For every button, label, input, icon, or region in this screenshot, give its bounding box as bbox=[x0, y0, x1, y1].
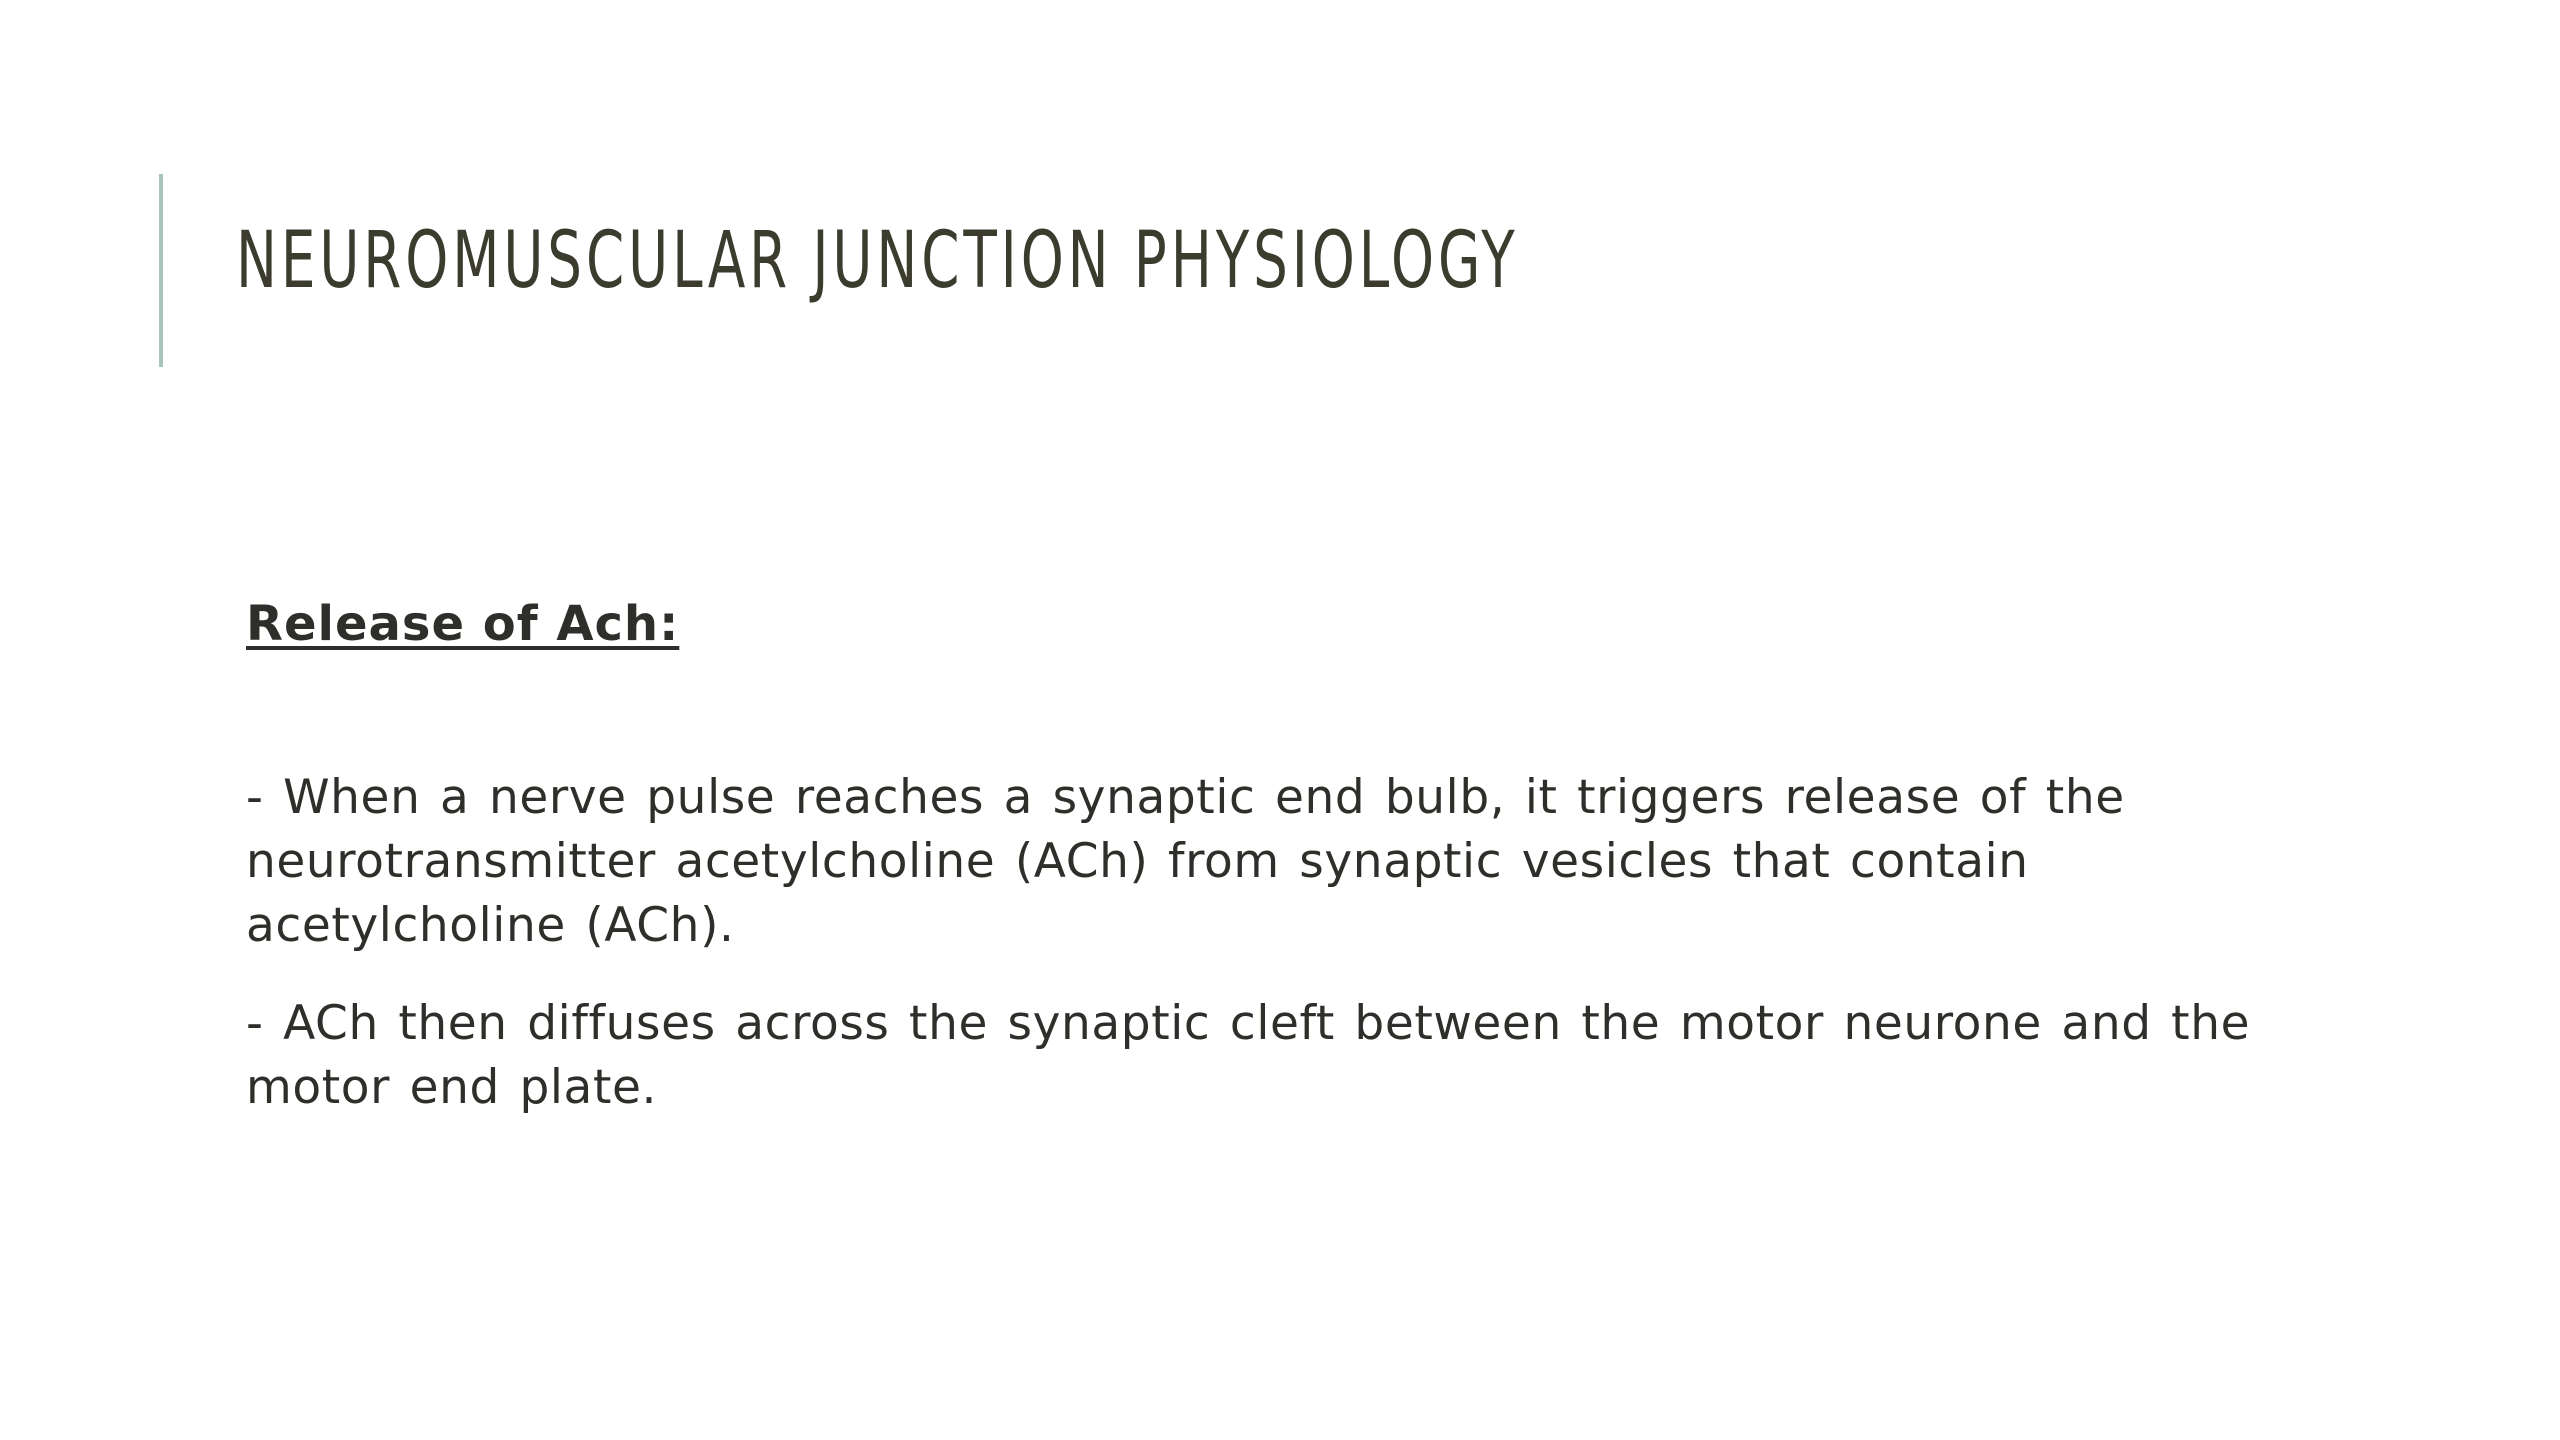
slide-title: NEUROMUSCULAR JUNCTION PHYSIOLOGY bbox=[236, 216, 1519, 306]
slide-content bbox=[246, 596, 2306, 1154]
body-paragraph-2: - ACh then diffuses across the synaptic cleft between the motor neurone and the motor end plate. bbox=[246, 995, 2251, 1115]
body-paragraph-1: - When a nerve pulse reaches a synaptic end bulb, it triggers release of the neurotransmitter acetylcholine (ACh) from synaptic vesicles that contain acetylcholine (ACh). bbox=[246, 769, 2125, 953]
title-accent-bar bbox=[159, 174, 163, 367]
section-subheading: Release of Ach: bbox=[246, 596, 680, 652]
